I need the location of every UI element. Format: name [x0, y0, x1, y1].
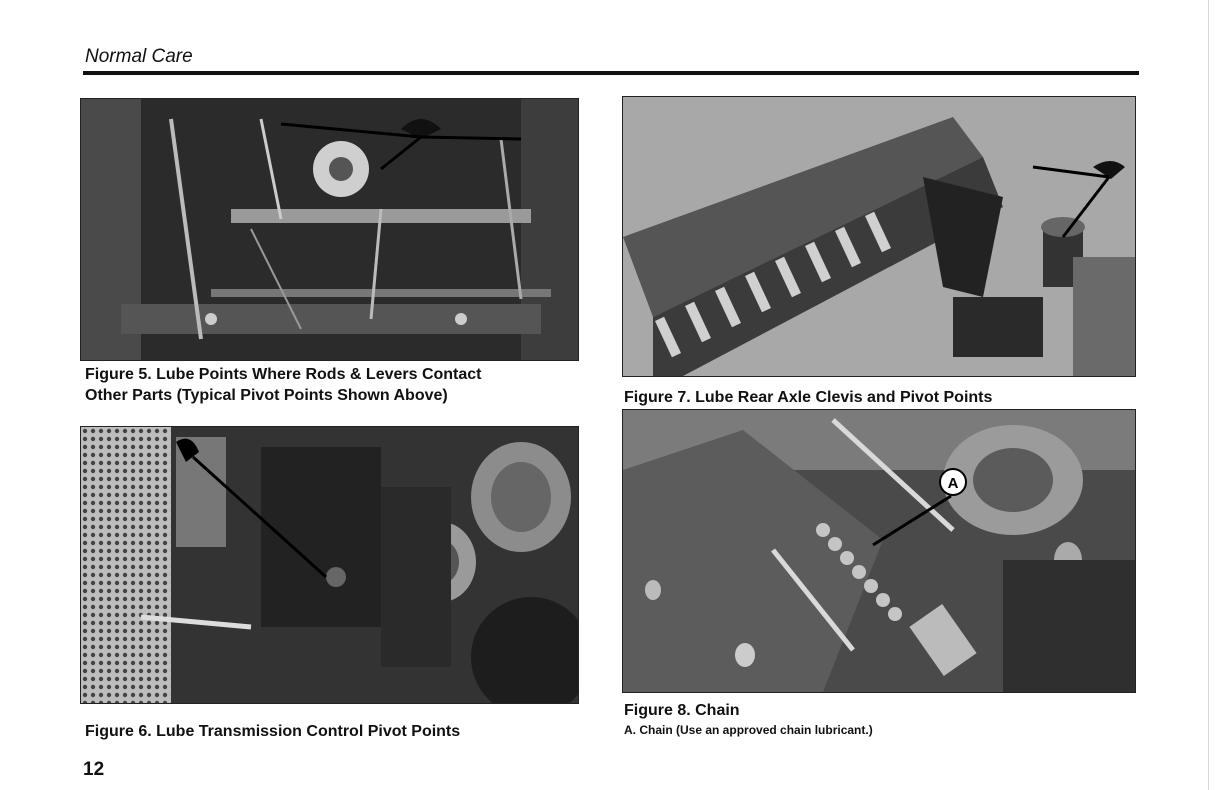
figure-6-caption: Figure 6. Lube Transmission Control Pivot Points [85, 723, 461, 740]
page-edge-line [1208, 0, 1209, 790]
figure-8-caption: Figure 8. Chain [624, 702, 740, 719]
figure-7-caption: Figure 7. Lube Rear Axle Clevis and Pivot Points [624, 389, 993, 406]
figure-5-caption-line-2: Other Parts (Typical Pivot Points Shown Above) [85, 387, 448, 404]
page-number: 12 [83, 759, 105, 780]
figure-5-photo [80, 98, 579, 361]
header-rule [83, 71, 1139, 75]
figure-8-subcaption: A. Chain (Use an approved chain lubricant.) [624, 723, 873, 737]
figure-5-caption-line-1: Figure 5. Lube Points Where Rods & Levers Contact [85, 366, 482, 383]
figure-8-photo [622, 409, 1136, 693]
section-title: Normal Care [85, 46, 193, 67]
figure-6-photo [80, 426, 579, 704]
figure-7-photo [622, 96, 1136, 377]
figure-8-callout-label: A [947, 475, 959, 492]
figure-5-caption [85, 364, 482, 406]
